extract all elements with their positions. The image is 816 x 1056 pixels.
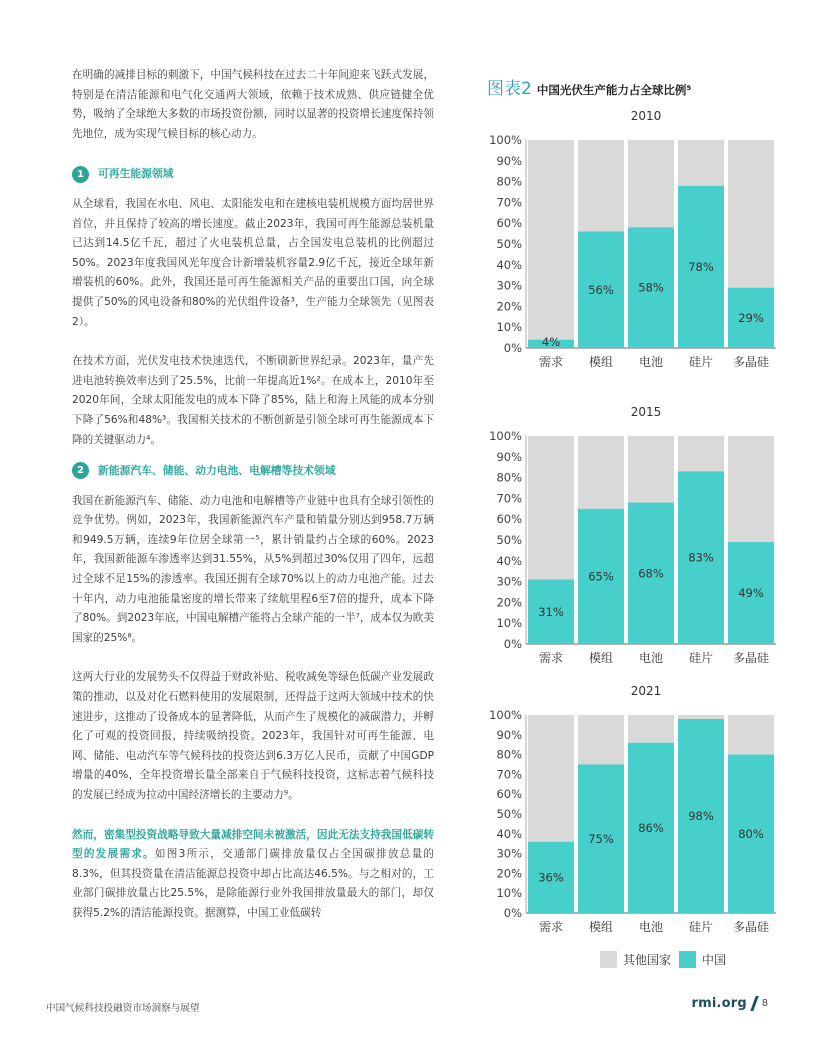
section-title: 可再生能源领域 [98,167,174,181]
chart-title: 2015 [630,405,662,419]
rmi-logo: rmi.org [691,996,747,1011]
x-tick-label: 需求 [538,651,564,665]
y-tick-label: 70% [496,195,522,210]
figure-title [487,74,691,99]
bar-other [578,436,624,509]
data-label: 49% [738,586,764,601]
paragraph-investment-gap [72,826,434,924]
figure-label: 图表2 [487,79,532,99]
bar-other [678,715,724,719]
legend-label-china: 中国 [702,953,727,967]
chart-2010 [470,102,790,374]
footer-branding [691,996,768,1011]
data-label: 31% [538,604,564,619]
data-label: 86% [638,820,664,835]
bar-other [528,715,574,842]
y-tick-label: 100% [489,133,522,147]
paragraph-pv-technology: 在技术方面，光伏发电技术快速迭代，不断刷新世界纪录。2023年，量产先进电池转换效率达到了25.5%，比前一年提高近1%²。在成本上，2010年至2020年间，全球太阳能发电的成本下降了85%，陆上和海上风能的成本分别下降了56%和48%³。我国相关技术的不断创新是引领全球可再生能源成本下降的关键驱动力⁴。 [72,355,434,446]
x-tick-label: 电池 [638,920,664,934]
paragraph-rest: 如图3所示，交通部门碳排放量仅占全国碳排放总量的8.3%，但其投资量在清洁能源总投资中却占比高达46.5%。与之相对的，工业部门碳排放量占比25.5%，是除能源行业外我国排放量最大的部门，却仅获得5.2%的清洁能源投资。据测算，中国工业低碳转 [72,848,435,919]
legend-label-other: 其他国家 [623,953,672,967]
section-heading-renewables [72,164,434,184]
bar-other [728,436,774,542]
x-tick-label: 多晶硅 [732,651,770,665]
y-tick-label: 30% [496,574,522,589]
bar-other [578,715,624,765]
bar-other [728,715,774,755]
y-tick-label: 40% [496,257,522,272]
y-tick-label: 30% [496,278,522,293]
y-tick-label: 80% [496,470,522,485]
chart-title: 2010 [630,109,662,123]
data-label: 36% [538,870,564,885]
data-label: 58% [638,280,664,295]
y-tick-label: 10% [496,886,522,901]
y-tick-label: 70% [496,767,522,782]
y-tick-label: 90% [496,449,522,464]
y-tick-label: 50% [496,237,522,251]
bar-other [528,140,574,340]
figure-caption: 中国光伏生产能力占全球比例⁵ [536,83,692,97]
section-heading-nev [72,461,434,481]
y-tick-label: 40% [496,553,522,568]
x-tick-label: 硅片 [688,355,714,369]
bar-other [528,436,574,580]
y-tick-label: 0% [503,341,522,355]
data-label: 56% [588,282,614,297]
x-tick-label: 模组 [588,651,614,665]
y-tick-label: 50% [496,533,522,547]
y-tick-label: 20% [496,299,522,314]
y-tick-label: 60% [496,512,522,527]
x-tick-label: 电池 [638,651,664,665]
y-tick-label: 100% [489,429,522,443]
x-tick-label: 硅片 [688,920,714,934]
bar-other [728,140,774,288]
y-tick-label: 100% [489,708,522,722]
x-tick-label: 需求 [538,355,564,369]
legend-swatch-other [600,951,617,968]
y-tick-label: 20% [496,595,522,610]
y-tick-label: 90% [496,727,522,742]
paragraph-nev: 我国在新能源汽车、储能、动力电池和电解槽等产业链中也具有全球引领性的竞争优势。例如，2023年，我国新能源汽车产量和销量分别达到958.7万辆和949.5万辆，连续9年位居全球第一⁵，累计销量约占全球的60%。2023年，我国新能源车渗透率达到31.55%，从5%到超过30%仅用了四年，远超过全球不足15%的渗透率。我国还拥有全球70%以上的动力电池产能。过去十年内，动力电池能量密度的增长带来了续航里程6至7倍的提升，成本下降了80%。到2023年底，中国电解槽产能将占全球产能的一半⁷，成本仅为欧美国家的25%⁸。 [72,494,434,644]
legend-item-other [600,951,671,968]
y-tick-label: 10% [496,616,522,631]
body-text-column [72,66,434,924]
bar-other [678,436,724,471]
x-tick-label: 模组 [588,355,614,369]
data-label: 98% [688,808,714,823]
legend-item-china [679,951,726,968]
section-title: 新能源汽车、储能、动力电池、电解槽等技术领域 [98,464,336,478]
legend-swatch-china [679,951,696,968]
section-number-badge: 1 [72,166,89,183]
bar-other [628,715,674,743]
y-tick-label: 70% [496,491,522,506]
bar-other [678,140,724,186]
chart-2021 [470,677,790,939]
y-tick-label: 80% [496,174,522,189]
y-tick-label: 10% [496,320,522,335]
data-label: 78% [688,259,714,274]
data-label: 4% [541,335,561,349]
y-tick-label: 60% [496,787,522,802]
data-label: 83% [688,550,714,565]
chart-title: 2021 [630,684,662,698]
y-tick-label: 40% [496,826,522,841]
data-label: 75% [588,831,614,846]
paragraph-renewables-scale: 从全球看，我国在水电、风电、太阳能发电和在建核电装机规模方面均居世界首位，并且保持了较高的增长速度。截止2023年，我国可再生能源总装机量已达到14.5亿千瓦，超过了火电装机总量，占全国发电总装机的比例超过50%。2023年度我国风光年度合计新增装机容量2.9亿千瓦，接近全球年新增装机的60%。此外，我国还是可再生能源相关产品的重要出口国，向全球提供了50%的风电设备和80%的光伏组件设备³，生产能力全球领先（见图表2）。 [72,197,434,328]
x-tick-label: 模组 [588,920,614,934]
bar-other [578,140,624,232]
y-tick-label: 80% [496,747,522,762]
x-tick-label: 多晶硅 [732,920,770,934]
y-tick-label: 0% [503,906,522,920]
x-tick-label: 多晶硅 [732,355,770,369]
y-tick-label: 0% [503,637,522,651]
data-label: 68% [638,566,664,581]
paragraph-intro: 在明确的减排目标的刺激下，中国气候科技在过去二十年间迎来飞跃式发展，特别是在清洁能源和电气化交通两大领域，依赖于技术成熟、供应链健全优势，吸纳了全球绝大多数的市场投资份额，同时以显著的投资增长速度保持领先地位，成为实现气候目标的核心动力。 [72,69,434,140]
slash-divider [750,996,758,1011]
y-tick-label: 20% [496,866,522,881]
page-number: 8 [761,998,768,1009]
y-tick-label: 30% [496,846,522,861]
footer-report-title: 中国气候科技投融资市场洞察与展望 [46,1003,200,1014]
section-number-badge: 2 [72,462,89,479]
data-label: 65% [588,569,614,584]
x-tick-label: 电池 [638,355,664,369]
bar-other [628,436,674,503]
data-label: 80% [738,826,764,841]
lead-sentence: 然而，密集型投资战略导致大量减排空间未被激活，因此无法支持我国低碳转型的发展需求。 [72,828,434,861]
x-tick-label: 需求 [538,920,564,934]
chart-2015 [470,398,790,670]
y-tick-label: 60% [496,216,522,231]
x-tick-label: 硅片 [688,651,714,665]
chart-legend [600,951,734,968]
paragraph-drivers: 这两大行业的发展势头不仅得益于财政补贴、税收减免等绿色低碳产业发展政策的推动，以及对化石燃料使用的发展限制，还得益于这两大领域中技术的快速进步，这推动了设备成本的显著降低，从而产生了规模化的减碳潜力，并孵化了可观的投资回报，持续吸纳投资。2023年，我国针对可再生能源、电网、储能、电动汽车等气候科技的投资达到6.3万亿人民币，贡献了中国GDP增量的40%，全年投资增长量全部来自于气候科技投资，这标志着气候科技的发展已经成为拉动中国经济增长的主要动力⁹。 [72,671,434,801]
bar-other [628,140,674,227]
data-label: 29% [738,310,764,325]
y-tick-label: 90% [496,153,522,168]
y-tick-label: 50% [496,807,522,821]
